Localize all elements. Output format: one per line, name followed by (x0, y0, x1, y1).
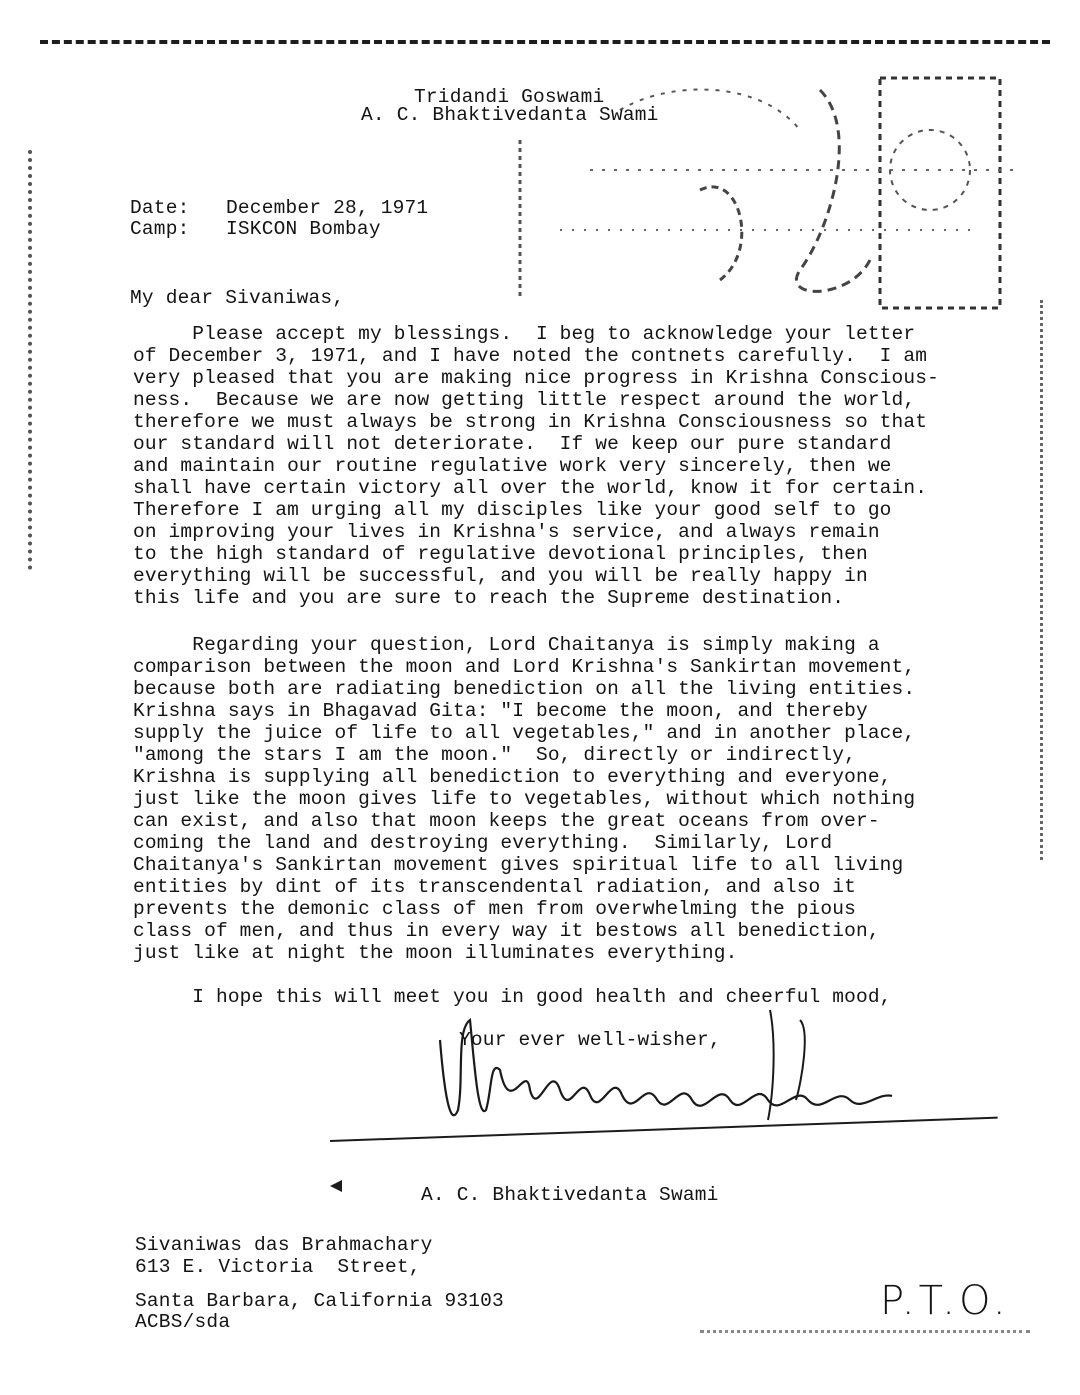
right-margin-marks (1040, 300, 1053, 860)
body-line: Krishna says in Bhagavad Gita: "I become the moon, and thereby (133, 700, 868, 722)
body-line: Chaitanya's Sankirtan movement gives spiritual life to all living (133, 854, 904, 876)
date-label: Date: (130, 197, 190, 219)
body-line: comparison between the moon and Lord Krishna's Sankirtan movement, (133, 656, 916, 678)
body-line: ness. Because we are now getting little respect around the world, (133, 389, 916, 411)
body-line: and maintain our routine regulative work very sincerely, then we (133, 455, 892, 477)
body-line: on improving your lives in Krishna's service, and always remain (133, 521, 880, 543)
salutation: My dear Sivaniwas, (130, 287, 345, 309)
letterhead-line1: Tridandi Goswami (414, 86, 605, 108)
body-line: Please accept my blessings. I beg to acknowledge your letter (133, 323, 916, 345)
camp-value: ISKCON Bombay (226, 218, 381, 240)
signature-rule-arrow (330, 1180, 342, 1192)
body-line: just like at night the moon illuminates everything. (133, 942, 738, 964)
bottom-scan-edge (700, 1330, 1030, 1337)
camp-label: Camp: (130, 218, 190, 240)
left-margin-marks (28, 150, 54, 570)
body-line: can exist, and also that moon keeps the great oceans from over- (133, 810, 880, 832)
body-line: because both are radiating benediction on all the living entities. (133, 678, 916, 700)
body-line: Regarding your question, Lord Chaitanya is simply making a (133, 634, 880, 656)
body-line: Krishna is supplying all benediction to everything and everyone, (133, 766, 892, 788)
scan-top-border (40, 40, 1050, 50)
address-line1: Sivaniwas das Brahmachary (135, 1234, 433, 1256)
signature-graphic (430, 1000, 910, 1140)
signature (430, 1000, 910, 1140)
body-line: everything will be successful, and you will be really happy in (133, 565, 868, 587)
body-line: of December 3, 1971, and I have noted the contnets carefully. I am (133, 345, 928, 367)
body-line: class of men, and thus in every way it bestows all benediction, (133, 920, 880, 942)
body-line: coming the land and destroying everything. Similarly, Lord (133, 832, 833, 854)
body-line: entities by dint of its transcendental radiation, and also it (133, 876, 856, 898)
letterhead-line2: A. C. Bhaktivedanta Swami (361, 104, 659, 126)
body-line: supply the juice of life to all vegetables," and in another place, (133, 722, 916, 744)
address-line2: 613 E. Victoria Street, (135, 1256, 421, 1278)
body-line: "among the stars I am the moon." So, directly or indirectly, (133, 744, 856, 766)
body-line: to the high standard of regulative devotional principles, then (133, 543, 868, 565)
body-line: Therefore I am urging all my disciples like your good self to go (133, 499, 892, 521)
signer-name: A. C. Bhaktivedanta Swami (421, 1184, 719, 1206)
valediction: Your ever well-wisher, (459, 1029, 721, 1051)
body-line: shall have certain victory all over the world, know it for certain. (133, 477, 928, 499)
pto-handwritten: P.T.O. (880, 1278, 1010, 1324)
closing-line: I hope this will meet you in good health and cheerful mood, (133, 986, 892, 1008)
body-line: therefore we must always be strong in Krishna Consciousness so that (133, 411, 928, 433)
body-line: just like the moon gives life to vegetables, without which nothing (133, 788, 916, 810)
address-line3: Santa Barbara, California 93103 (135, 1290, 504, 1312)
date-value: December 28, 1971 (226, 197, 429, 219)
body-line: prevents the demonic class of men from overwhelming the pious (133, 898, 856, 920)
reference-initials: ACBS/sda (135, 1311, 231, 1333)
body-line: this life and you are sure to reach the Supreme destination. (133, 587, 845, 609)
body-line: our standard will not deteriorate. If we keep our pure standard (133, 433, 892, 455)
body-line: very pleased that you are making nice progress in Krishna Conscious- (133, 367, 939, 389)
